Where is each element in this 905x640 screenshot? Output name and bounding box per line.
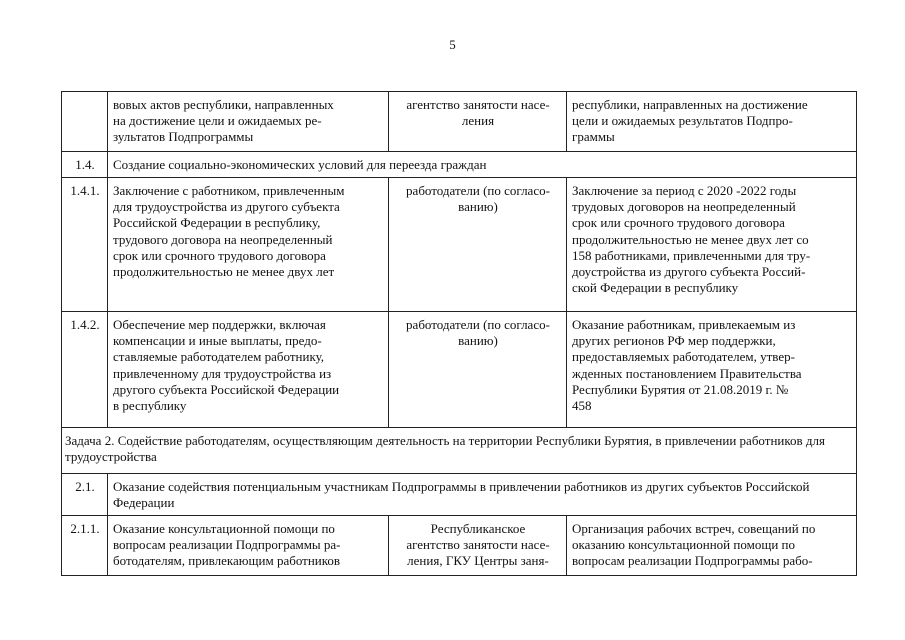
table-row — [62, 312, 857, 428]
result-cell — [567, 178, 857, 312]
executor-cell — [389, 516, 567, 576]
executor-text: агентство занятости насе- ления — [406, 97, 550, 129]
program-measures-table — [61, 91, 857, 576]
result-cell — [567, 312, 857, 428]
table-row — [62, 428, 857, 474]
executor-cell — [389, 312, 567, 428]
item-number: 2.1.1. — [62, 516, 108, 576]
measure-text: Заключение с работником, привлеченным для трудоустройства из другого субъекта Российской Федерации в республику, трудового договора на неопределенный срок или срочного трудового договора продолжительностью не менее двух лет — [113, 183, 345, 280]
table-row — [62, 516, 857, 576]
executor-text: Республиканское агентство занятости насе- ления, ГКУ Центры заня- — [406, 521, 550, 569]
item-number: 1.4.1. — [62, 178, 108, 312]
table-row — [62, 178, 857, 312]
section-title-cell: Создание социально-экономических условий для переезда граждан — [108, 152, 857, 178]
executor-text: работодатели (по согласо- ванию) — [406, 183, 550, 215]
measure-cell — [108, 312, 389, 428]
result-text: Оказание работникам, привлекаемым из других регионов РФ мер поддержки, предоставляемых работодателем, утвер- жденных постановлением Правительства Республики Бурятия от 21.08.2019 г. № 458 — [572, 317, 802, 414]
section-title-cell: Оказание содействия потенциальным участникам Подпрограммы в привлечении работников из других субъектов Российской Федерации — [108, 474, 857, 516]
item-number — [62, 92, 108, 152]
table-row — [62, 152, 857, 178]
task-heading-cell: Задача 2. Содействие работодателям, осуществляющим деятельность на территории Республики Бурятия, в привлечении работников для трудоустройства — [62, 428, 857, 474]
table-row — [62, 92, 857, 152]
result-text: Заключение за период с 2020 -2022 годы трудовых договоров на неопределенный срок или срочного трудового договора продолжительностью не менее двух лет со 158 работниками, привлеченными для тру- доустройства из другого субъекта Россий- ской Федерации в республику — [572, 183, 811, 296]
measure-cell — [108, 178, 389, 312]
result-cell — [567, 516, 857, 576]
result-cell — [567, 92, 857, 152]
item-number: 1.4. — [62, 152, 108, 178]
measure-cell — [108, 92, 389, 152]
page-number: 5 — [449, 37, 456, 52]
executor-cell — [389, 92, 567, 152]
item-number: 2.1. — [62, 474, 108, 516]
measure-text: вовых актов республики, направленных на достижение цели и ожидаемых ре- зультатов Подпрограммы — [113, 97, 334, 145]
result-text: Организация рабочих встреч, совещаний по оказанию консультационной помощи по вопросам реализации Подпрограммы рабо- — [572, 521, 816, 569]
table-row — [62, 474, 857, 516]
item-number: 1.4.2. — [62, 312, 108, 428]
measure-text: Оказание консультационной помощи по вопросам реализации Подпрограммы ра- ботодателям, привлекающим работников — [113, 521, 341, 569]
measure-cell — [108, 516, 389, 576]
measure-text: Обеспечение мер поддержки, включая компенсации и иные выплаты, предо- ставляемые работодателем работнику, привлеченному для трудоустройства из другого субъекта Российской Федерации в республику — [113, 317, 340, 414]
executor-text: работодатели (по согласо- ванию) — [406, 317, 550, 349]
executor-cell — [389, 178, 567, 312]
result-text: республики, направленных на достижение цели и ожидаемых результатов Подпро- граммы — [572, 97, 808, 145]
